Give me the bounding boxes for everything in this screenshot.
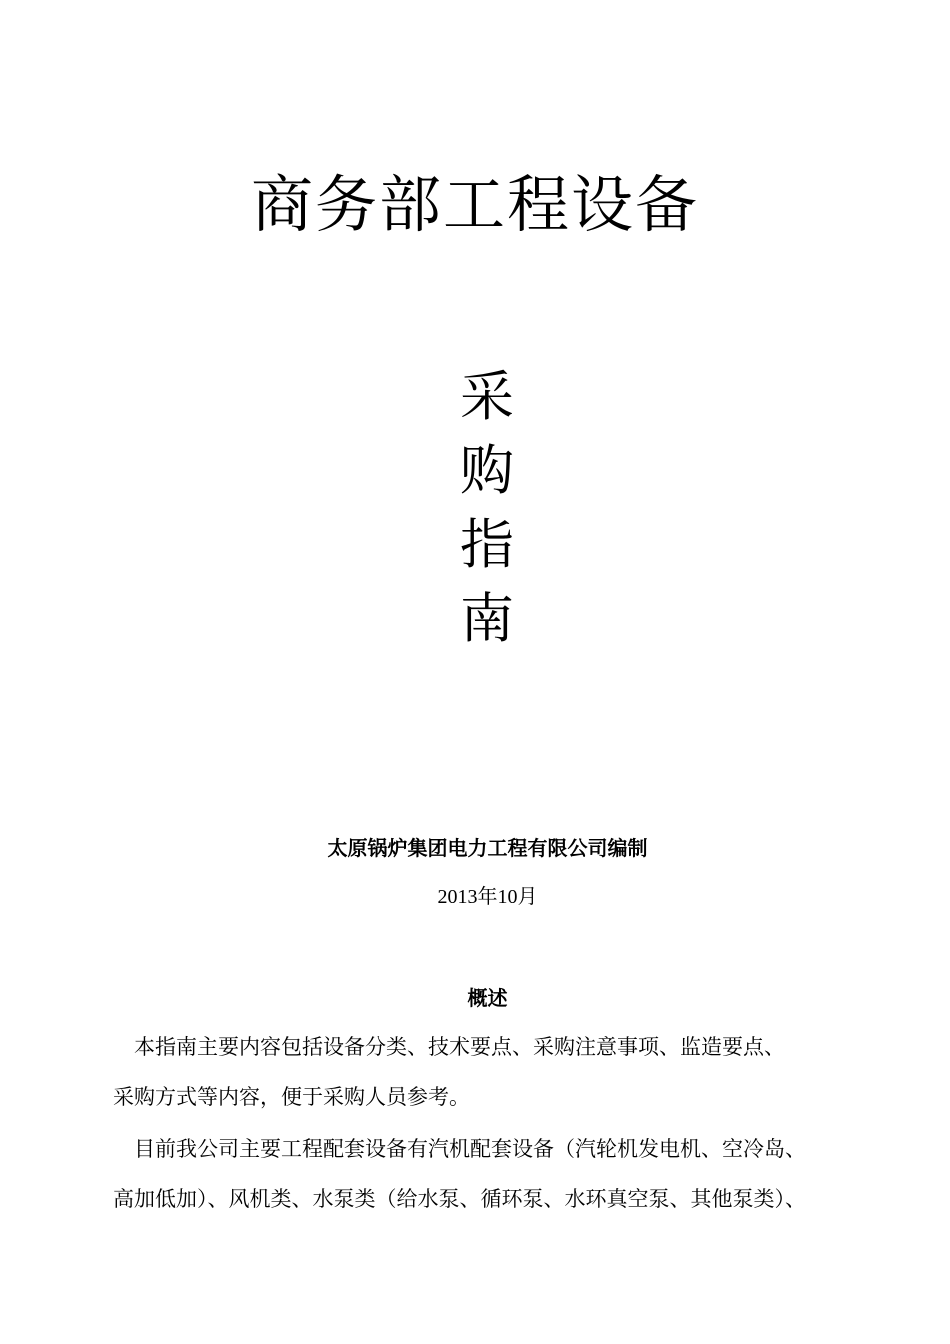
subtitle-char: 采 [460,365,514,428]
paragraph-line: 目前我公司主要工程配套设备有汽机配套设备（汽轮机发电机、空冷岛、 [113,1137,806,1161]
section-heading-overview: 概述 [467,986,508,1010]
overview-paragraph-2 [113,1124,873,1224]
publication-date: 2013年10月 [437,886,538,908]
document-title: 商务部工程设备 [250,168,699,241]
paragraph-line: 高加低加）、风机类、水泵类（给水泵、循环泵、水环真空泵、其他泵类）、 [113,1187,806,1211]
subtitle-char: 购 [460,439,514,502]
document-subtitle-vertical [455,360,519,656]
subtitle-char: 南 [460,587,514,650]
overview-paragraph-1 [113,1022,873,1122]
subtitle-char: 指 [460,513,514,576]
paragraph-line: 本指南主要内容包括设备分类、技术要点、采购注意事项、监造要点、 [113,1035,785,1059]
organization-name: 太原锅炉集团电力工程有限公司编制 [327,836,648,860]
paragraph-line: 采购方式等内容，便于采购人员参考。 [113,1085,470,1109]
